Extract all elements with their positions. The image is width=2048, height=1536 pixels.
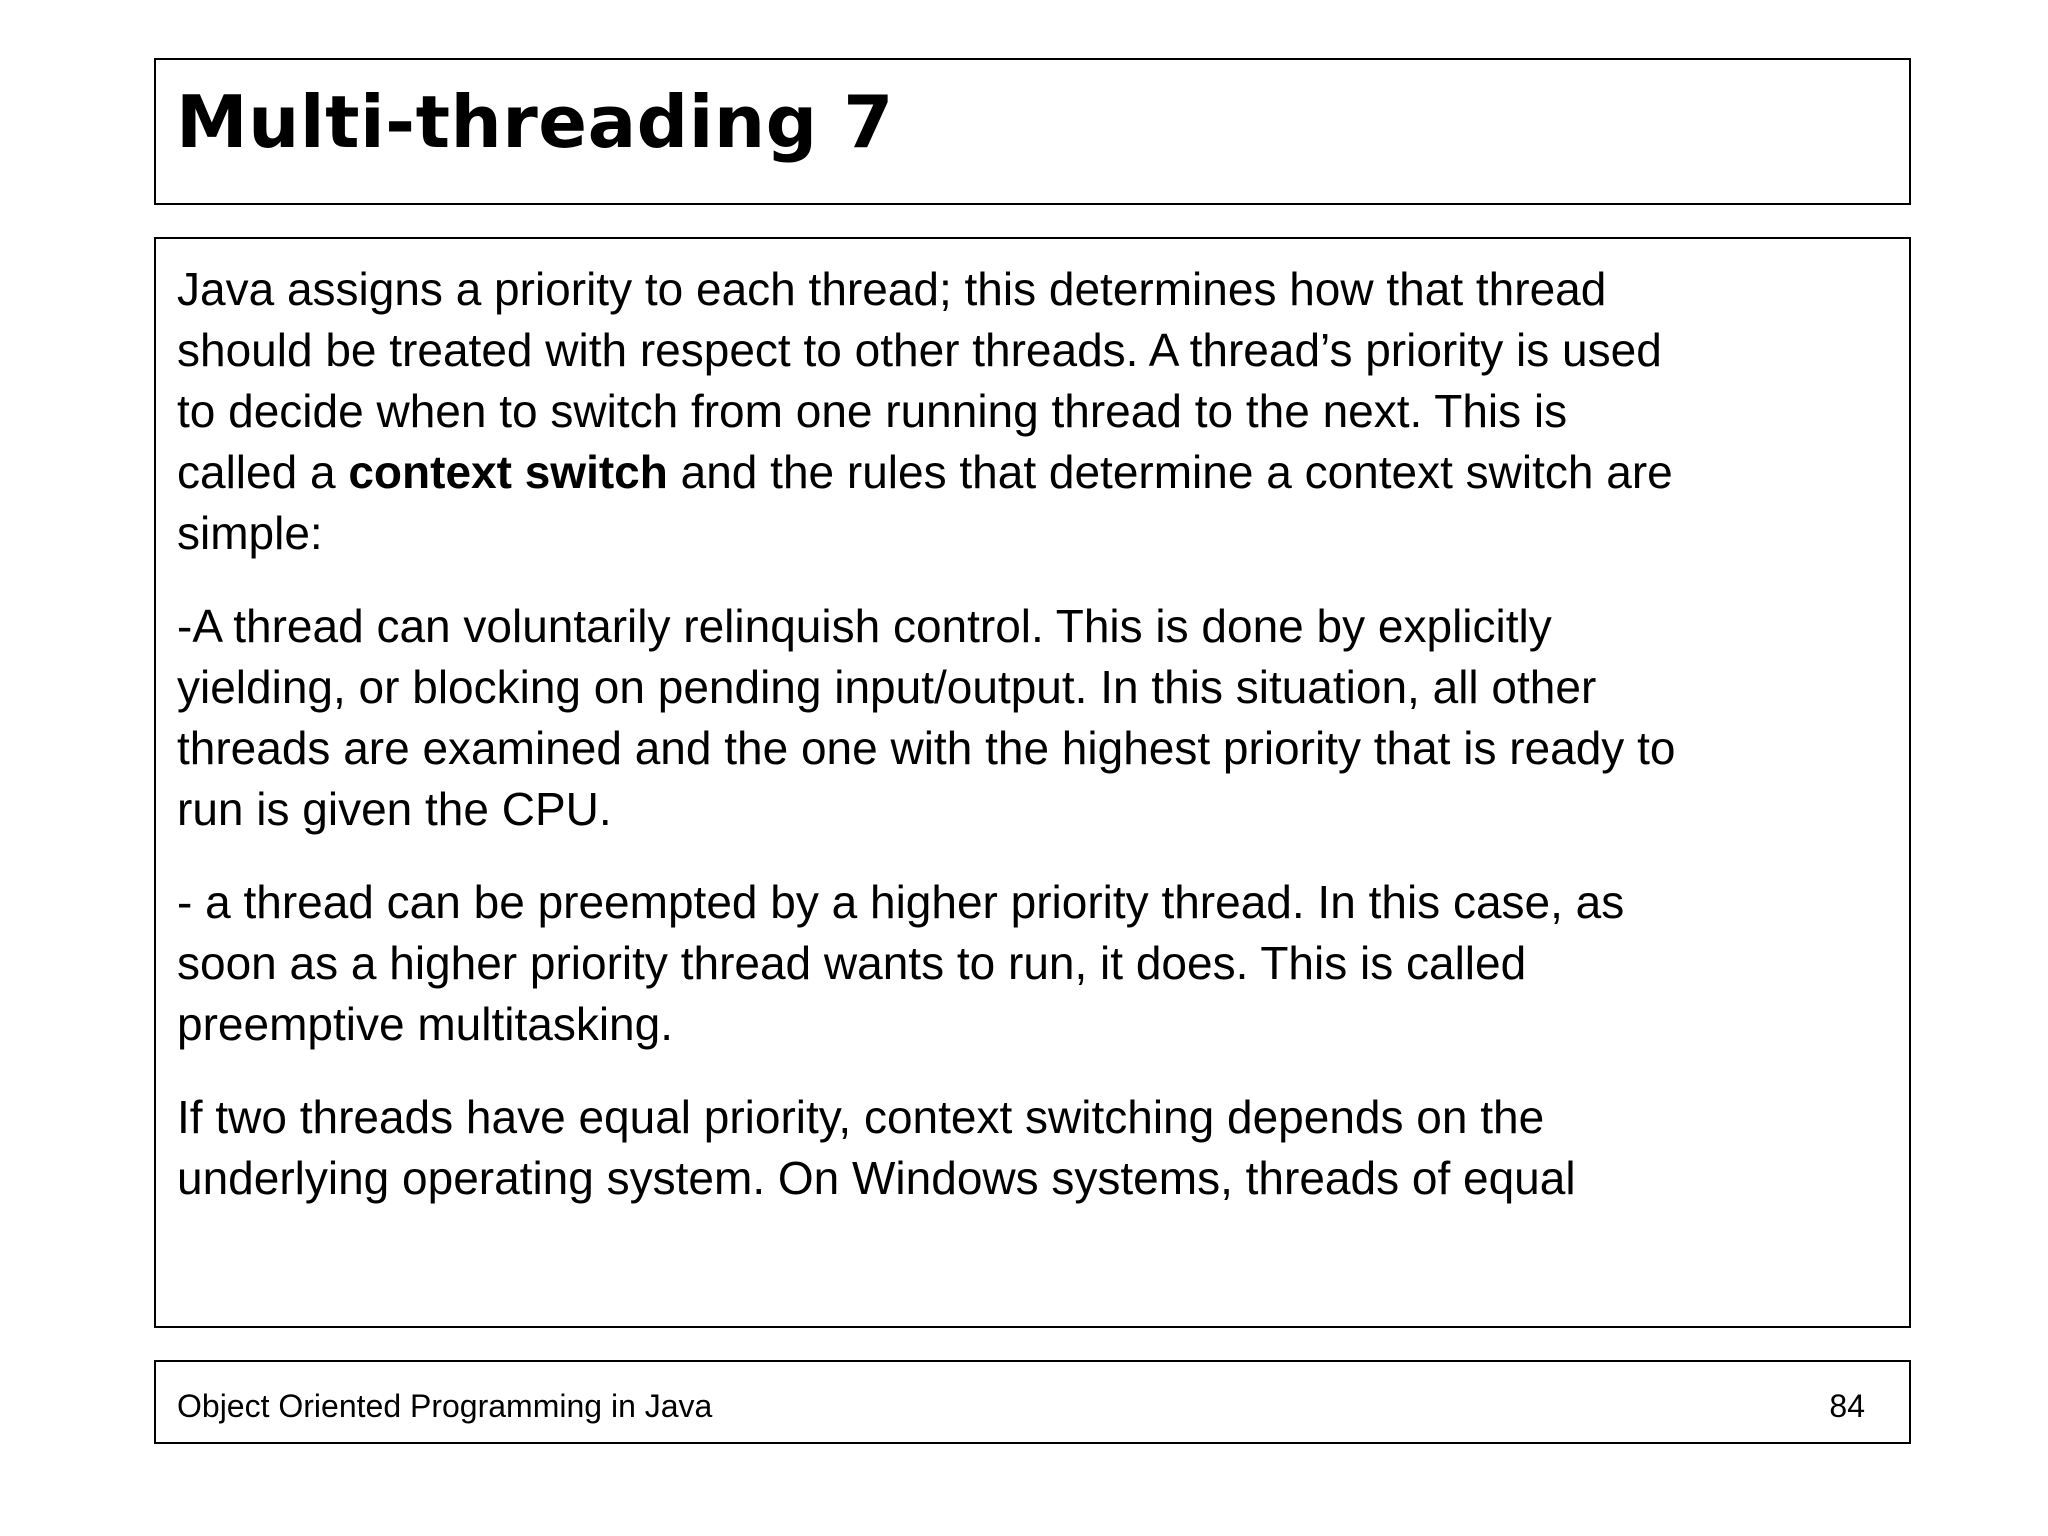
paragraph-voluntary bbox=[177, 596, 1877, 840]
text-line: -A thread can voluntarily relinquish control. This is done by explicitly bbox=[177, 600, 1552, 652]
content-body bbox=[177, 259, 1877, 1241]
text-line: yielding, or blocking on pending input/output. In this situation, all other bbox=[177, 661, 1597, 713]
text-line: underlying operating system. On Windows systems, threads of equal bbox=[177, 1152, 1576, 1204]
text-line: If two threads have equal priority, context switching depends on the bbox=[177, 1091, 1545, 1143]
content-box bbox=[154, 237, 1911, 1328]
text-line: run is given the CPU. bbox=[177, 783, 612, 835]
text-line: preemptive multitasking. bbox=[177, 998, 673, 1050]
text-line bbox=[177, 442, 1877, 503]
footer-course-title: Object Oriented Programming in Java bbox=[177, 1388, 713, 1424]
slide-title: Multi-threading 7 bbox=[176, 80, 894, 164]
context-switch-term: context switch bbox=[348, 446, 668, 498]
text-line: to decide when to switch from one running thread to the next. This is bbox=[177, 385, 1568, 437]
title-box bbox=[154, 58, 1911, 205]
paragraph-preempted bbox=[177, 872, 1877, 1055]
text-segment: called a bbox=[177, 446, 349, 498]
paragraph-equal-priority bbox=[177, 1087, 1877, 1209]
text-segment: and the rules that determine a context switch are bbox=[667, 446, 1673, 498]
paragraph-priority bbox=[177, 259, 1877, 564]
text-line: soon as a higher priority thread wants to run, it does. This is called bbox=[177, 937, 1527, 989]
text-line: - a thread can be preempted by a higher priority thread. In this case, as bbox=[177, 876, 1625, 928]
page-number: 84 bbox=[1829, 1388, 1865, 1424]
footer-box bbox=[154, 1360, 1911, 1444]
text-line: Java assigns a priority to each thread; this determines how that thread bbox=[177, 263, 1607, 315]
text-line: threads are examined and the one with the highest priority that is ready to bbox=[177, 722, 1676, 774]
text-line: simple: bbox=[177, 507, 323, 559]
text-line: should be treated with respect to other threads. A thread’s priority is used bbox=[177, 324, 1662, 376]
